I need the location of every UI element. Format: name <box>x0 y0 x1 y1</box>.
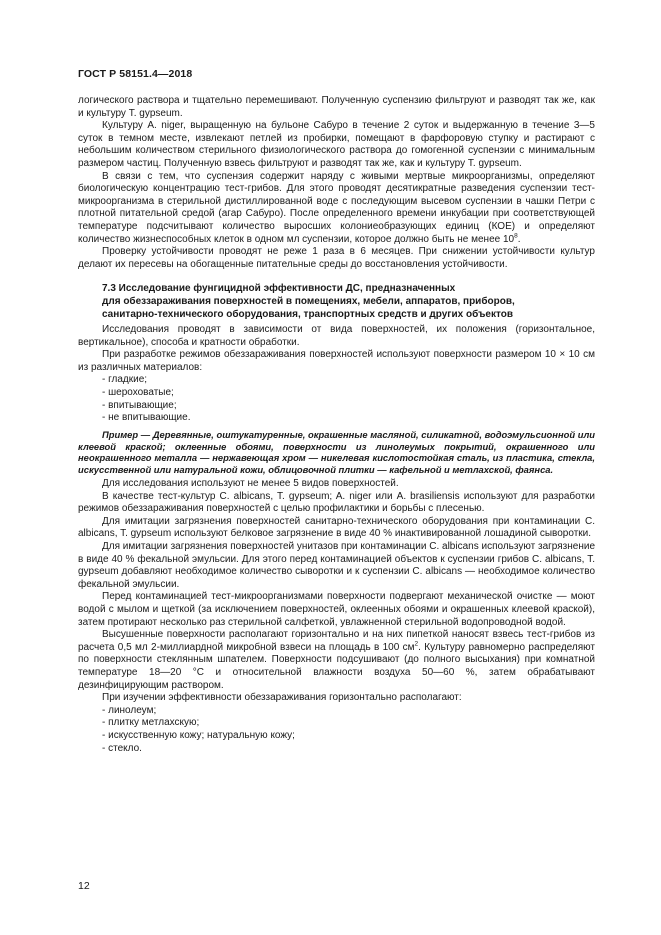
paragraph-13: При изучении эффективности обеззараживания горизонтально располагают: <box>102 692 462 704</box>
list-item: - линолеум; <box>102 704 157 716</box>
section-title-line-3: санитарно-технического оборудования, транспортных средств и других объектов <box>102 308 513 320</box>
paragraph-6: При разработке режимов обеззараживания поверхностей используют поверхности размером 10 × 10 см из различных материалов: <box>78 349 595 373</box>
paragraph-3-text: В связи с тем, что суспензия содержит наряду с живыми мертвые микроорганизмы, определяют биологическую концентрацию тест-грибов. Для этого проводят десятикратные разведения суспензии тест-микроорганизма в стерильной дистиллированной воде с последующим высевом суспензии в чашки Петри с плотной питательной средой (агар Сабуро). После определенного времени инкубации при соответствующей температуре подсчитывают количество выросших колониеобразующих единиц (КОЕ) и определяют количество жизнеспособных клеток в одном мл суспензии, которое должно быть не менее 10 <box>78 170 595 245</box>
list-item: - стекло. <box>102 742 142 754</box>
list-item: - искусственную кожу; натуральную кожу; <box>102 729 295 741</box>
paragraph-5: Исследования проводят в зависимости от вида поверхностей, их положения (горизонтальное, вертикальное), способа и кратности обработки. <box>78 324 595 348</box>
example-note: Пример — Деревянные, оштукатуренные, окрашенные масляной, силикатной, водоэмульсионной или клеевой краской; оклеенные обоями, поверхности из линолеумых покрытий, окрашенного или неокрашенного металла — нержавеющая хром — никелевая кислотостойкая сталь, из пластика, стекла, искусственной или натуральной кожи, облицовочной плитки — кафельной и метлахской, фаянса. <box>78 428 595 476</box>
section-title-line-2: для обеззараживания поверхностей в помещениях, мебели, аппаратов, приборов, <box>102 295 515 307</box>
list-item: - не впитывающие. <box>102 412 191 424</box>
list-item: - впитывающие; <box>102 399 177 411</box>
paragraph-9: Для имитации загрязнения поверхностей санитарно-технического оборудования при контаминации C. albicans, T. gypseum используют белковое загрязнение в виде 40 % инактивированной лошадиной сыворотки. <box>78 515 595 540</box>
section-title-line-1: 7.3 Исследование фунгицидной эффективности ДС, предназначенных <box>102 283 456 295</box>
paragraph-12-text-a: Высушенные поверхности располагают горизонтально и на них пипеткой наносят взвесь тест-грибов из расчета 0,5 мл 2-миллиардной микробной взвеси на площадь в 100 см <box>78 629 595 653</box>
paragraph-3 <box>78 171 595 247</box>
paragraph-11: Перед контаминацией тест-микроорганизмами поверхности подвергают механической очистке — моют водой с мылом и щеткой (за исключением поверхностей, оклеенных обоями и окрашенных клеевой краской), затем протирают несколько раз стерильной салфеткой, увлажненной стерильной водопроводной водой. <box>78 591 595 628</box>
paragraph-3-superscript: 8 <box>514 232 518 240</box>
paragraph-12-text-b: . Культуру равномерно распределяют по поверхности стеклянным шпателем. Поверхности подсушивают (до полного высыхания) при комнатной температуре 18—20 °С и относительной влажности воздуха 50—60 %, затем обрабатывают дезинфицирующим раствором. <box>78 641 595 691</box>
list-item: - плитку метлахскую; <box>102 717 200 729</box>
paragraph-12-superscript: 2 <box>414 640 419 648</box>
paragraph-10: Для имитации загрязнения поверхностей унитазов при контаминации C. albicans используют загрязнение в виде 40 % фекальной эмульсии. Для этого перед контаминацией объектов к суспензии грибов C. albicans, T. gypseum добавляют необходимое количество сыворотки и к суспензии C. albicans — необходимое количество фекальной эмульсии. <box>78 541 595 590</box>
page-header-standard: ГОСТ Р 58151.4—2018 <box>78 68 193 80</box>
paragraph-3-end: . <box>517 233 521 245</box>
paragraph-4: Проверку устойчивости проводят не реже 1 раза в 6 месяцев. При снижении устойчивости культур делают их пересевы на обогащенные питательные среды до восстановления устойчивости. <box>78 246 595 270</box>
paragraph-2: Культуру A. niger, выращенную на бульоне Сабуро в течение 2 суток и выдержанную в течение 3—5 суток в темном месте, извлекают петлей из пробирки, помещают в фарфоровую ступку и растирают с небольшим количеством стерильного физиологического раствора до гомогенной суспензии с минимальным размером частиц. Полученную взвесь фильтруют и разводят так же, как и культуру T. gypseum. <box>78 120 595 169</box>
document-body <box>78 95 595 755</box>
document-page <box>78 0 595 935</box>
paragraph-1: логического раствора и тщательно перемешивают. Полученную суспензию фильтруют и разводят так же, как и культуру T. gypseum. <box>78 95 595 119</box>
list-item: - гладкие; <box>102 374 148 386</box>
horizontal-surfaces-list <box>78 705 595 755</box>
section-title <box>78 283 595 321</box>
paragraph-12 <box>78 629 595 692</box>
list-item: - шероховатые; <box>102 387 174 399</box>
paragraph-7: Для исследования используют не менее 5 видов поверхностей. <box>102 478 399 490</box>
paragraph-8: В качестве тест-культур C. albicans, T. gypseum; A. niger или A. brasiliensis используют для разработки режимов обеззараживания поверхностей с целью профилактики и борьбы с плесенью. <box>78 490 595 515</box>
page-number: 12 <box>78 880 90 892</box>
surface-types-list <box>78 374 595 424</box>
